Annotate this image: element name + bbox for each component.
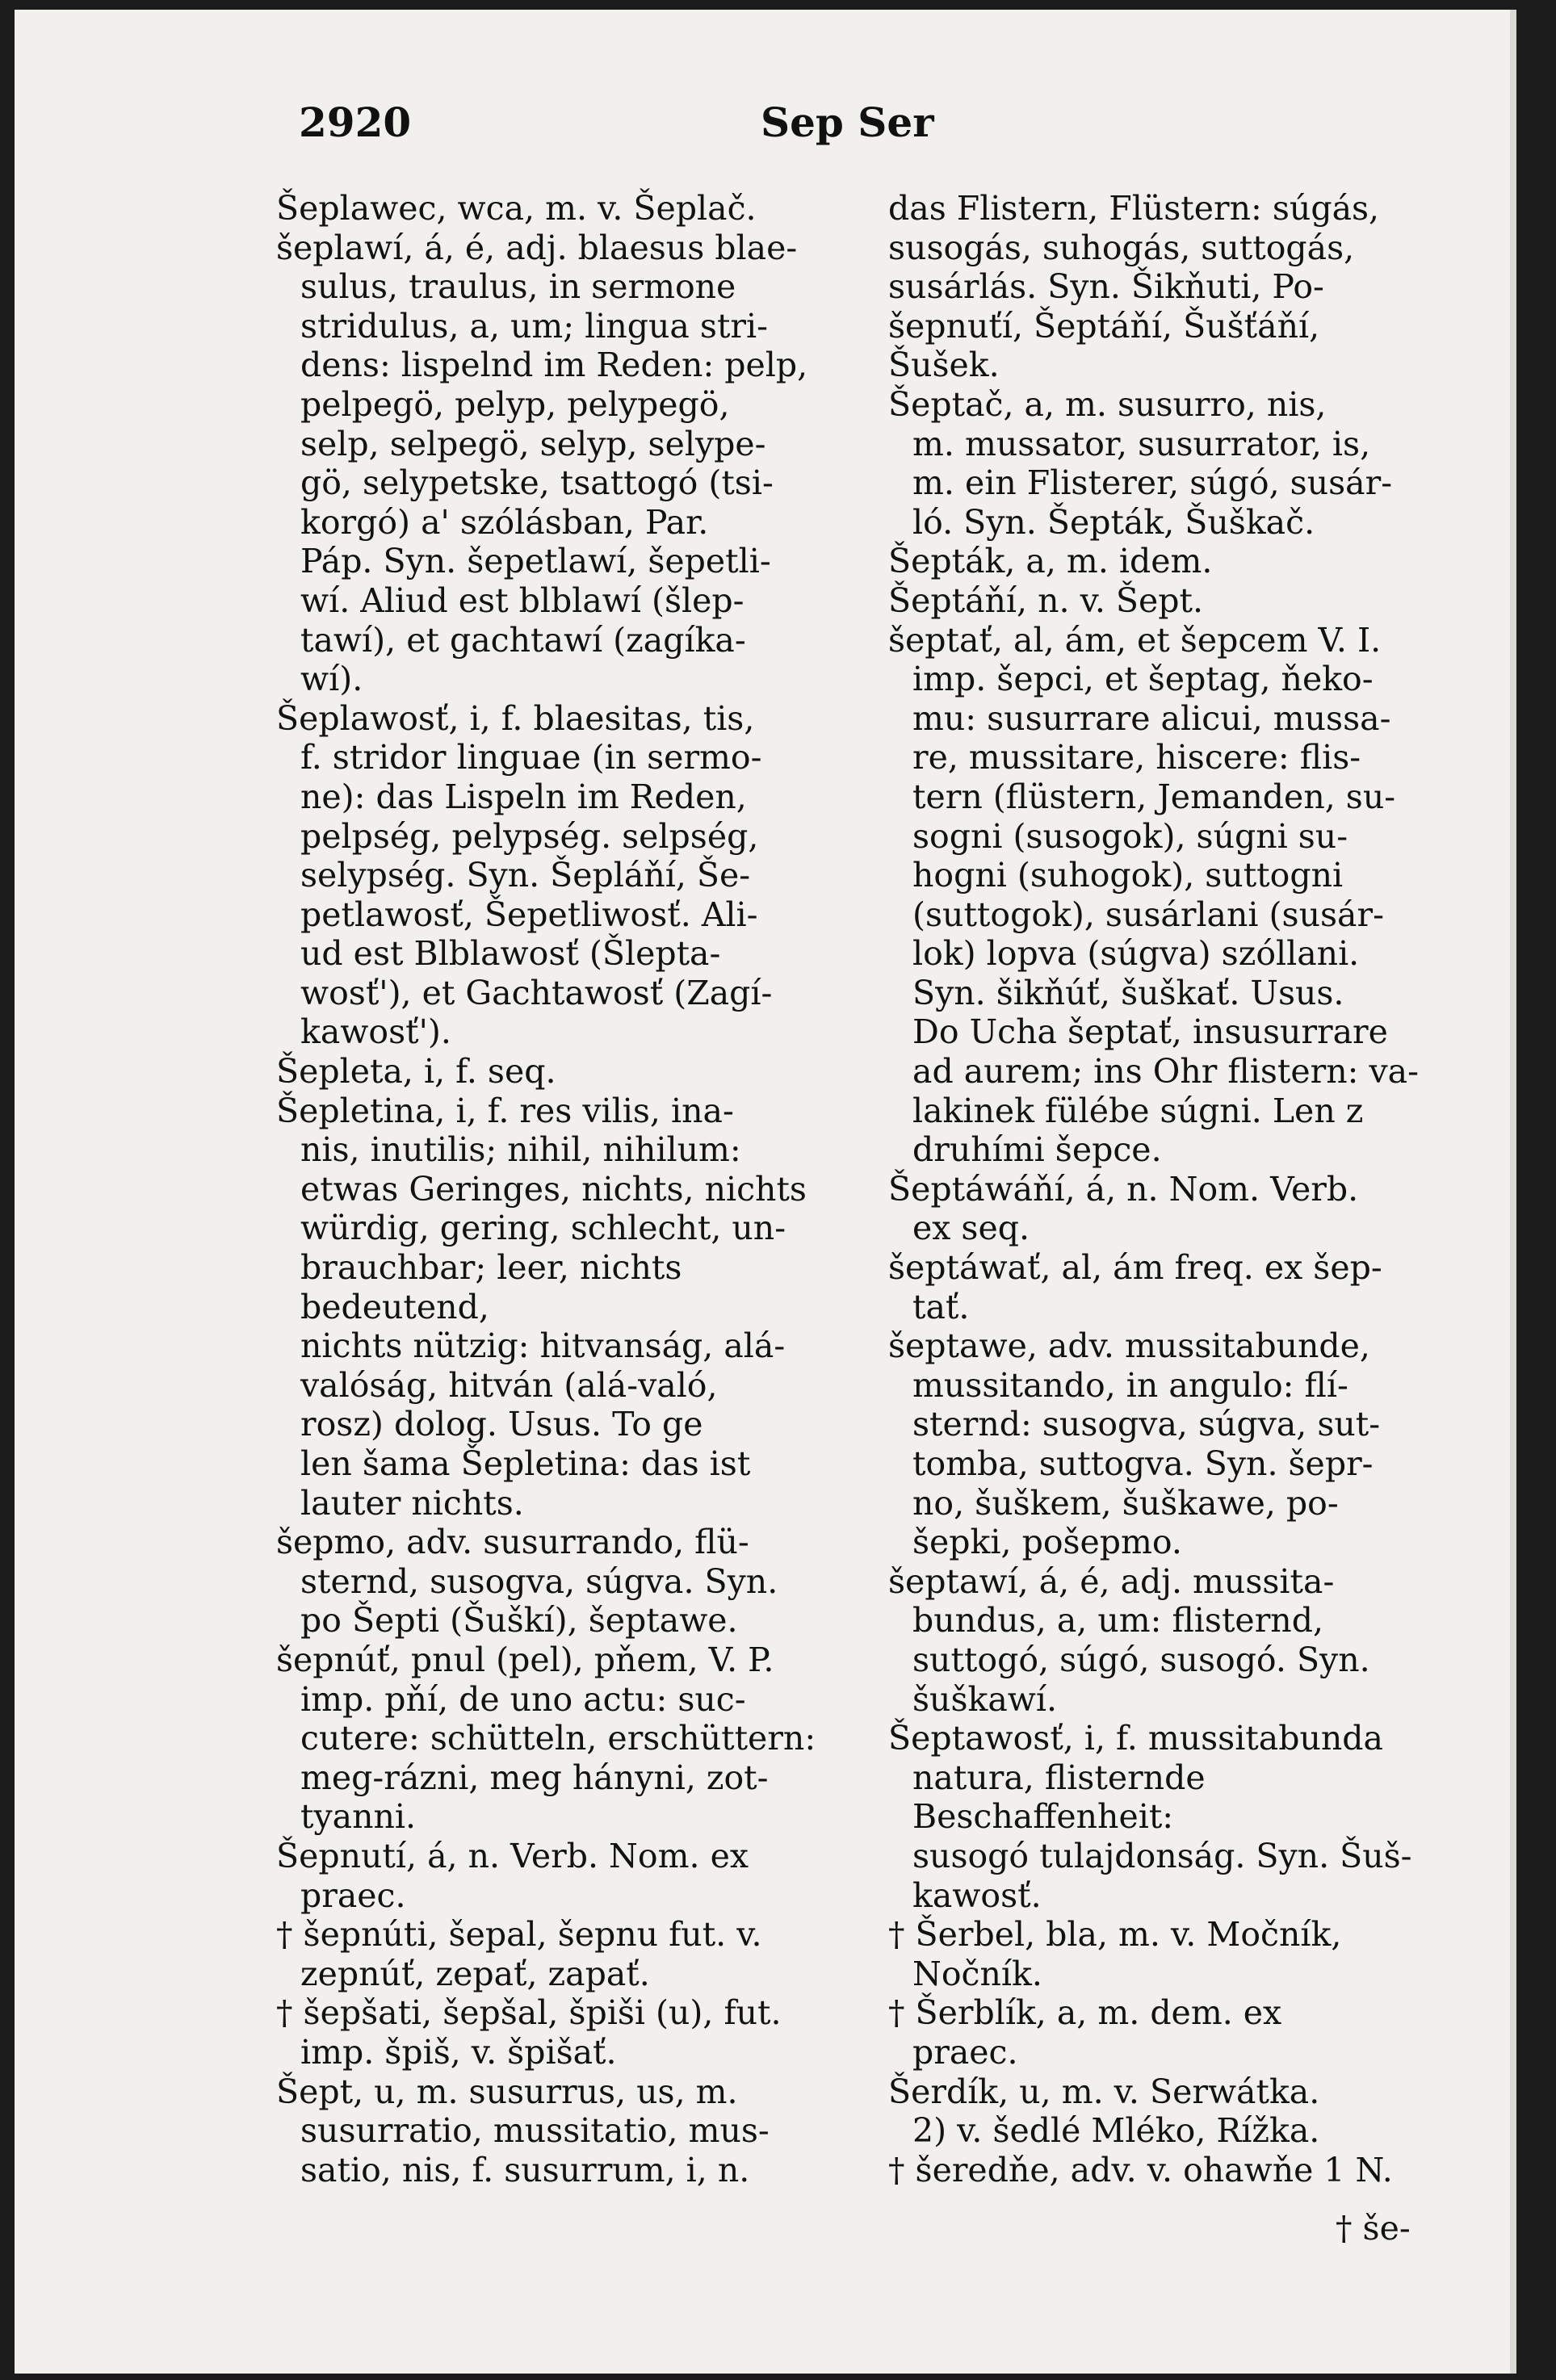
page-number: 2920 — [299, 98, 412, 146]
dictionary-entry: šeptať, al, ám, et šepcem V. I. imp. šepci, et šeptag, ňeko- mu: susurrare alicui, mussa- re, mussitare, hiscere: flis- tern (flüstern, Jemanden, su- sogni (susogok), súgni su- hogni (suhogok), suttogni (suttogok), susárlani (susár- lok) lopva (súgva) szóllani. Syn. šikňúť, šuškať. Usus. Do Ucha šeptať, insusurrare ad aurem; ins Ohr flistern: va- lakinek fülébe súgni. Len z druhími šepce. — [888, 620, 1419, 1170]
catchword: † še- — [1336, 2209, 1411, 2248]
dictionary-entry: šepmo, adv. susurrando, flü- sternd, susogva, súgva. Syn. po Šepti (Šuškí), šeptawe. — [276, 1523, 778, 1640]
page-edge-shadow — [1510, 10, 1516, 2374]
dictionary-entry: Šeplawosť, i, f. blaesitas, tis, f. stridor linguae (in sermo- ne): das Lispeln im Reden, pelpség, pelypség. selpség, selypség. Syn. Šepláňí, Še- petlawosť, Šepetliwosť. Ali- ud est Blblawosť (Šlepta- wosť'), et Gachtawosť (Zagí- kawosť'). — [276, 698, 773, 1052]
dictionary-entry: Šepták, a, m. idem. — [888, 542, 1213, 581]
left-column — [276, 189, 867, 2189]
dictionary-entry: šeptawí, á, é, adj. mussita- bundus, a, um: flisternd, suttogó, súgó, susogó. Syn. šuškawí. — [888, 1561, 1370, 1719]
right-column — [888, 189, 1474, 2189]
dictionary-entry: Šepletina, i, f. res vilis, ina- nis, inutilis; nihil, nihilum: etwas Geringes, nichts, nichts würdig, gering, schlecht, un- brauchbar; leer, nichts bedeutend, nichts nützig: hitvanság, alá- valóság, hitván (alá-való, rosz) dolog. Usus. To ge len šama Šepletina: das ist lauter nichts. — [276, 1091, 807, 1523]
guide-words: Sep Ser — [761, 98, 934, 146]
dictionary-entry: šeplawí, á, é, adj. blaesus blae- sulus, traulus, in sermone stridulus, a, um; lingua stri- dens: lispelnd im Reden: pelp, pelpegö, pelyp, pelypegö, selp, selpegö, selyp, selype- gö, selypetske, tsattogó (tsi- korgó) a' szólásban, Par. Páp. Syn. šepetlawí, šepetli- wí. Aliud est blblawí (šlep- tawí), et gachtawí (zagíka- wí). — [276, 228, 808, 699]
dictionary-entry: šeptáwať, al, ám freq. ex šep- tať. — [888, 1248, 1382, 1326]
scanned-page — [15, 10, 1516, 2374]
dictionary-entry: † Šerblík, a, m. dem. ex praec. — [888, 1993, 1282, 2072]
dictionary-entry: Šept, u, m. susurrus, us, m. susurratio, mussitatio, mus- satio, nis, f. susurrum, i, n. — [276, 2072, 770, 2189]
dictionary-entry: † šepnúti, šepal, šepnu fut. v. zepnúť, zepať, zapať. — [276, 1915, 762, 1993]
dictionary-entry: šeptawe, adv. mussitabunde, mussitando, in angulo: flí- sternd: susogva, súgva, sut- tomba, suttogva. Syn. šepr- no, šuškem, šuškawe, po- šepki, pošepmo. — [888, 1326, 1381, 1562]
dictionary-entry: šepnúť, pnul (pel), pňem, V. P. imp. pňí, de uno actu: suc- cutere: schütteln, erschüttern: meg-rázni, meg hányni, zot- tyanni. — [276, 1640, 816, 1837]
running-header — [15, 98, 1516, 155]
dictionary-entry: Šeptač, a, m. susurro, nis, m. mussator, susurrator, is, m. ein Flisterer, súgó, susár- ló. Syn. Šepták, Šuškač. — [888, 384, 1393, 542]
dictionary-entry: Šerdík, u, m. v. Serwátka. 2) v. šedlé Mléko, Rížka. — [888, 2072, 1320, 2151]
dictionary-entry: † Šerbel, bla, m. v. Močník, Nočník. — [888, 1915, 1342, 1993]
dictionary-entry: Šepleta, i, f. seq. — [276, 1052, 556, 1092]
dictionary-entry: Šeplawec, wca, m. v. Šeplač. — [276, 189, 757, 228]
dictionary-entry: † šepšati, šepšal, špiši (u), fut. imp. špiš, v. špišať. — [276, 1993, 782, 2072]
dictionary-entry: † šeredňe, adv. v. ohawňe 1 N. — [888, 2150, 1393, 2189]
dictionary-entry: Šeptáňí, n. v. Šept. — [888, 580, 1204, 620]
dictionary-entry: Šeptáwáňí, á, n. Nom. Verb. ex seq. — [888, 1169, 1359, 1248]
dictionary-entry: Šepnutí, á, n. Verb. Nom. ex praec. — [276, 1836, 749, 1915]
dictionary-entry: das Flistern, Flüstern: súgás, susogás, suhogás, suttogás, susárlás. Syn. Šikňuti, Po- šepnuťí, Šeptáňí, Šušťáňí, Šušek. — [888, 189, 1380, 385]
dictionary-entry: Šeptawosť, i, f. mussitabunda natura, flisternde Beschaffenheit: susogó tulajdonság. Syn. Šuš- kawosť. — [888, 1719, 1412, 1915]
